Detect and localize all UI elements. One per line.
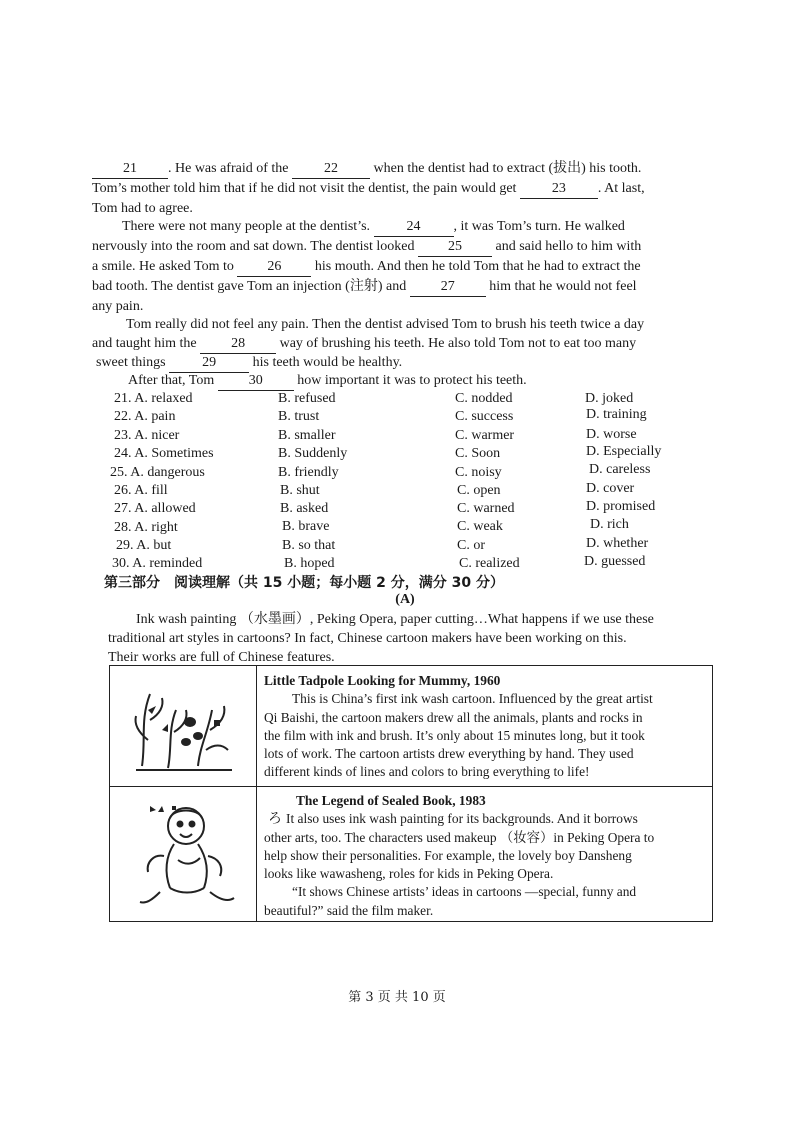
table-divider-vertical bbox=[256, 666, 257, 921]
passage-label: (A) bbox=[395, 592, 415, 607]
row2-line-4: looks like wawasheng, roles for kids in Peking Opera. bbox=[264, 866, 554, 882]
passage-text: a smile. He asked Tom to bbox=[92, 259, 234, 274]
option-26-d: D. cover bbox=[586, 481, 635, 496]
intro-line-3: Their works are full of Chinese features. bbox=[108, 650, 335, 665]
option-29-d: D. whether bbox=[586, 536, 649, 551]
page-number: 第 3 页 共 10 页 bbox=[348, 990, 446, 1005]
passage-text: him that he would not feel bbox=[489, 279, 637, 294]
row2-line-6: beautiful?” said the film maker. bbox=[264, 902, 434, 918]
row2-line-2: other arts, too. The characters used makeup （妆容）in Peking Opera to bbox=[264, 829, 655, 845]
passage-text: sweet things bbox=[96, 355, 166, 370]
option-29-c: C. or bbox=[457, 538, 485, 553]
option-22-d: D. training bbox=[586, 407, 647, 422]
option-24-c: C. Soon bbox=[455, 446, 501, 461]
blank-26: 26 bbox=[237, 258, 311, 277]
row2-title: The Legend of Sealed Book, 1983 bbox=[296, 793, 486, 808]
passage-line-7 bbox=[92, 278, 637, 297]
passage-line-8: any pain. bbox=[92, 299, 144, 314]
intro-line-2: traditional art styles in cartoons? In fact, Chinese cartoon makers have been working on this. bbox=[108, 631, 627, 646]
option-29-b: B. so that bbox=[282, 538, 336, 553]
row1-line-2: Qi Baishi, the cartoon makers drew all the animals, plants and rocks in bbox=[264, 709, 643, 725]
row2-content bbox=[264, 792, 704, 920]
row1-title: Little Tadpole Looking for Mummy, 1960 bbox=[264, 673, 501, 688]
passage-line-10 bbox=[92, 335, 636, 354]
blank-21: 21 bbox=[92, 160, 168, 179]
row1-line-1: This is China’s first ink wash cartoon. Influenced by the great artist bbox=[292, 691, 653, 707]
row1-line-3: the film with ink and brush. It’s only about 15 minutes long, but it took bbox=[264, 727, 645, 743]
passage-text: and said hello to him with bbox=[495, 239, 642, 254]
passage-line-5 bbox=[92, 238, 641, 257]
dansheng-cartoon-image bbox=[130, 796, 240, 912]
option-27-d: D. promised bbox=[586, 499, 656, 514]
blank-25: 25 bbox=[418, 238, 492, 257]
tadpole-ink-painting-image bbox=[128, 680, 238, 776]
blank-27: 27 bbox=[410, 278, 486, 297]
option-30-c: C. realized bbox=[459, 556, 520, 571]
passage-line-6 bbox=[92, 258, 641, 277]
blank-30: 30 bbox=[218, 372, 294, 391]
intro-line-1: Ink wash painting （水墨画）, Peking Opera, paper cutting…What happens if we use these bbox=[136, 612, 654, 627]
passage-line-2 bbox=[92, 180, 645, 199]
option-22-b: B. trust bbox=[278, 409, 320, 424]
row2-line-3: help show their personalities. For example, the lovely boy Dansheng bbox=[264, 847, 632, 863]
option-28-b: B. brave bbox=[282, 519, 330, 534]
passage-line-1 bbox=[92, 160, 641, 179]
passage-line-12 bbox=[128, 372, 527, 391]
row1-line-4: lots of work. The cartoon artists drew everything by hand. They used bbox=[264, 746, 634, 762]
option-28-a: 28. A. right bbox=[114, 520, 178, 535]
blank-28: 28 bbox=[200, 335, 276, 354]
passage-text: After that, Tom bbox=[128, 373, 215, 388]
passage-line-3: Tom had to agree. bbox=[92, 201, 193, 216]
passage-text: nervously into the room and sat down. The dentist looked bbox=[92, 239, 415, 254]
option-25-d: D. careless bbox=[589, 462, 651, 477]
option-23-c: C. warmer bbox=[455, 428, 515, 443]
blank-22: 22 bbox=[292, 160, 370, 179]
table-divider-horizontal bbox=[110, 786, 712, 787]
option-24-d: D. Especially bbox=[586, 444, 662, 459]
blank-24: 24 bbox=[374, 218, 454, 237]
passage-text: and taught him the bbox=[92, 336, 197, 351]
option-23-b: B. smaller bbox=[278, 428, 336, 443]
row1-content bbox=[264, 672, 704, 782]
passage-text: way of brushing his teeth. He also told Tom not to eat too many bbox=[279, 336, 637, 351]
section-heading: 第三部分 阅读理解（共 15 小题；每小题 2 分，满分 30 分） bbox=[104, 575, 504, 591]
row1-line-5: different kinds of lines and colors to bring everything to life! bbox=[264, 764, 590, 780]
option-23-a: 23. A. nicer bbox=[114, 428, 180, 443]
option-24-a: 24. A. Sometimes bbox=[114, 446, 214, 461]
passage-line-9: Tom really did not feel any pain. Then the dentist advised Tom to brush his teeth twice a day bbox=[126, 317, 645, 332]
option-25-a: 25. A. dangerous bbox=[110, 465, 205, 480]
option-27-c: C. warned bbox=[457, 501, 515, 516]
passage-line-4 bbox=[122, 218, 625, 237]
cartoon-table bbox=[109, 665, 713, 922]
passage-text: Tom’s mother told him that if he did not visit the dentist, the pain would get bbox=[92, 181, 517, 196]
option-30-b: B. hoped bbox=[284, 556, 335, 571]
option-21-d: D. joked bbox=[585, 391, 634, 406]
option-22-c: C. success bbox=[455, 409, 514, 424]
passage-text: There were not many people at the dentist’s. bbox=[122, 219, 371, 234]
option-22-a: 22. A. pain bbox=[114, 409, 176, 424]
passage-line-11 bbox=[96, 354, 402, 373]
passage-text: bad tooth. The dentist gave Tom an injection (注射) and bbox=[92, 279, 407, 294]
option-26-a: 26. A. fill bbox=[114, 483, 168, 498]
option-27-a: 27. A. allowed bbox=[114, 501, 196, 516]
passage-text: when the dentist had to extract (拔出) his tooth. bbox=[373, 161, 642, 176]
blank-29: 29 bbox=[169, 354, 249, 373]
option-21-b: B. refused bbox=[278, 391, 336, 406]
passage-text: his mouth. And then he told Tom that he had to extract the bbox=[314, 259, 641, 274]
row2-line-5: “It shows Chinese artists’ ideas in cartoons —special, funny and bbox=[292, 884, 637, 900]
option-30-d: D. guessed bbox=[584, 554, 646, 569]
option-26-b: B. shut bbox=[280, 483, 320, 498]
option-28-d: D. rich bbox=[590, 517, 629, 532]
option-28-c: C. weak bbox=[457, 519, 503, 534]
option-25-c: C. noisy bbox=[455, 465, 502, 480]
row2-line-1 bbox=[264, 810, 704, 828]
option-21-a: 21. A. relaxed bbox=[114, 391, 193, 406]
passage-text: . He was afraid of the bbox=[168, 161, 289, 176]
passage-text: . At last, bbox=[597, 181, 645, 196]
passage-text: , it was Tom’s turn. He walked bbox=[453, 219, 625, 234]
passage-text: how important it was to protect his teeth. bbox=[297, 373, 527, 388]
option-26-c: C. open bbox=[457, 483, 501, 498]
option-23-d: D. worse bbox=[586, 427, 637, 442]
option-24-b: B. Suddenly bbox=[278, 446, 348, 461]
option-29-a: 29. A. but bbox=[116, 538, 172, 553]
option-21-c: C. nodded bbox=[455, 391, 513, 406]
blank-23: 23 bbox=[520, 180, 598, 199]
option-27-b: B. asked bbox=[280, 501, 329, 516]
passage-text: his teeth would be healthy. bbox=[252, 355, 403, 370]
handwritten-mark-icon: ろ bbox=[268, 811, 282, 828]
option-25-b: B. friendly bbox=[278, 465, 339, 480]
row2-text: It also uses ink wash painting for its backgrounds. And it borrows bbox=[286, 811, 638, 827]
option-30-a: 30. A. reminded bbox=[112, 556, 203, 571]
